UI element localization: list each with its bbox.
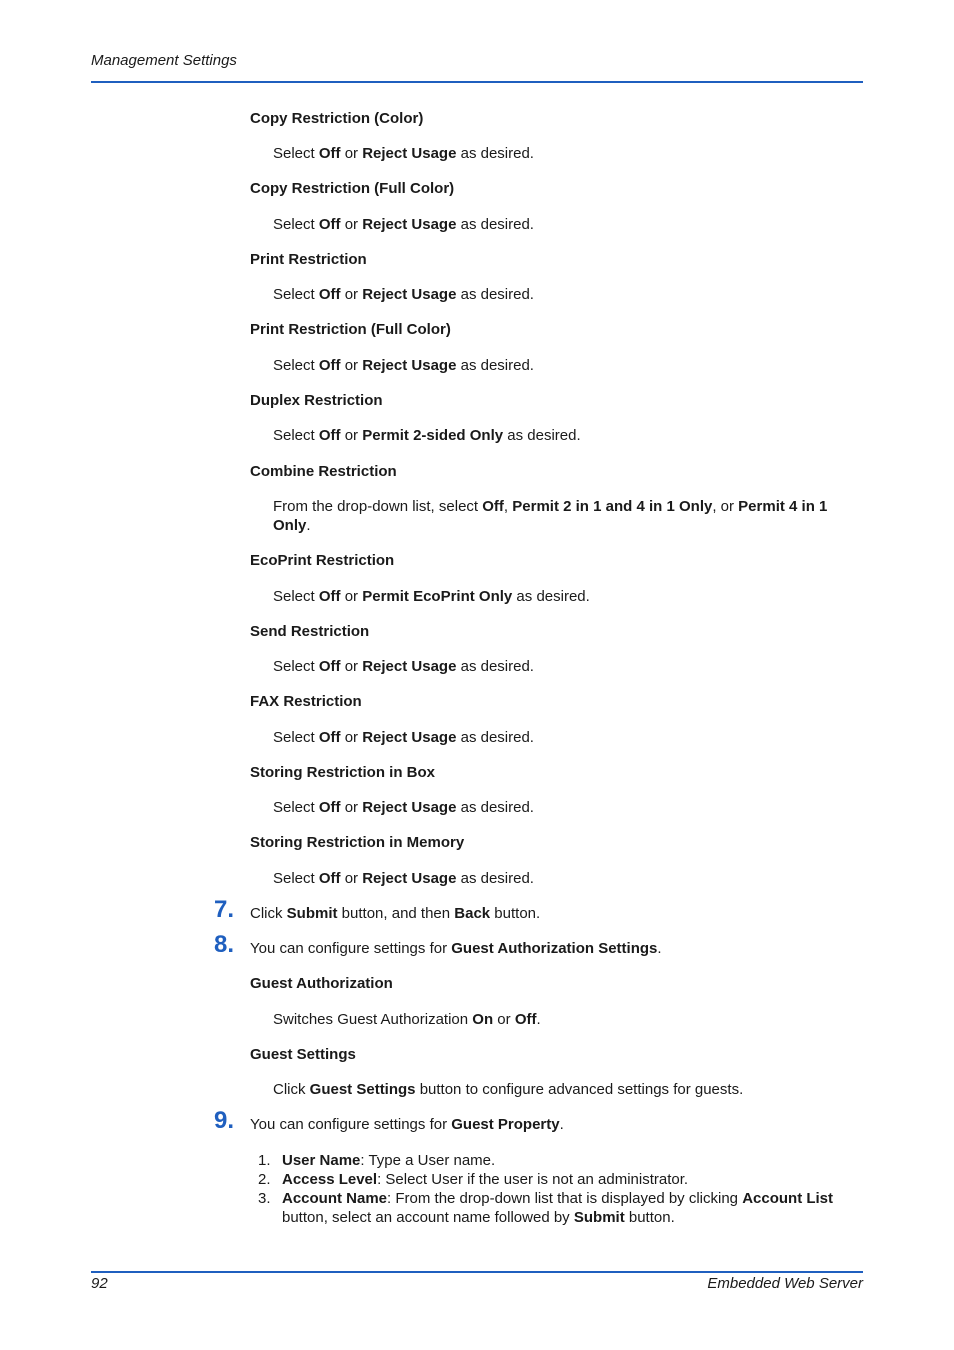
setting-desc: Select Off or Reject Usage as desired.	[273, 286, 534, 303]
setting-heading: Guest Settings	[250, 1046, 356, 1063]
setting-heading: Copy Restriction (Full Color)	[250, 180, 455, 197]
setting-heading: EcoPrint Restriction	[250, 552, 395, 569]
setting-desc: Select Off or Reject Usage as desired.	[273, 145, 534, 162]
setting-desc: From the drop-down list, select Off, Permit 2 in 1 and 4 in 1 Only, or Permit 4 in 1 Only.	[273, 498, 828, 534]
setting-desc: Switches Guest Authorization On or Off.	[273, 1011, 541, 1028]
list-item-number: 2.	[258, 1171, 271, 1188]
setting-desc: Select Off or Permit 2-sided Only as desired.	[273, 427, 581, 444]
footer-rule	[91, 1271, 863, 1273]
setting-desc: Select Off or Permit EcoPrint Only as desired.	[273, 588, 590, 605]
list-item: Access Level: Select User if the user is not an administrator.	[282, 1171, 689, 1188]
step-text: Click Submit button, and then Back button.	[250, 905, 541, 922]
page-number: 92	[91, 1275, 108, 1292]
setting-heading: Print Restriction	[250, 251, 367, 268]
list-item-number: 3.	[258, 1190, 271, 1207]
setting-heading: Guest Authorization	[250, 975, 393, 992]
header-rule	[91, 81, 863, 83]
setting-desc: Select Off or Reject Usage as desired.	[273, 729, 534, 746]
setting-heading: Combine Restriction	[250, 463, 397, 480]
setting-heading: Storing Restriction in Box	[250, 764, 436, 781]
list-item-number: 1.	[258, 1152, 271, 1169]
setting-heading: Send Restriction	[250, 623, 370, 640]
step-number: 8.	[214, 931, 235, 958]
setting-desc: Select Off or Reject Usage as desired.	[273, 870, 534, 887]
setting-desc: Select Off or Reject Usage as desired.	[273, 216, 534, 233]
setting-heading: Copy Restriction (Color)	[250, 110, 424, 127]
setting-desc: Select Off or Reject Usage as desired.	[273, 658, 534, 675]
step-text: You can configure settings for Guest Authorization Settings.	[250, 940, 662, 957]
setting-heading: Duplex Restriction	[250, 392, 383, 409]
setting-heading: Storing Restriction in Memory	[250, 834, 465, 851]
setting-desc: Select Off or Reject Usage as desired.	[273, 357, 534, 374]
step-number: 9.	[214, 1107, 235, 1134]
setting-heading: Print Restriction (Full Color)	[250, 321, 451, 338]
list-item: Account Name: From the drop-down list that is displayed by clicking Account List button, select an account name followed by Submit button.	[282, 1190, 834, 1226]
header-title: Management Settings	[91, 52, 237, 69]
step-text: You can configure settings for Guest Property.	[250, 1116, 564, 1133]
setting-desc: Click Guest Settings button to configure advanced settings for guests.	[273, 1081, 744, 1098]
setting-desc: Select Off or Reject Usage as desired.	[273, 799, 534, 816]
list-item: User Name: Type a User name.	[282, 1152, 496, 1169]
step-number: 7.	[214, 896, 235, 923]
footer-title: Embedded Web Server	[707, 1275, 863, 1292]
setting-heading: FAX Restriction	[250, 693, 362, 710]
